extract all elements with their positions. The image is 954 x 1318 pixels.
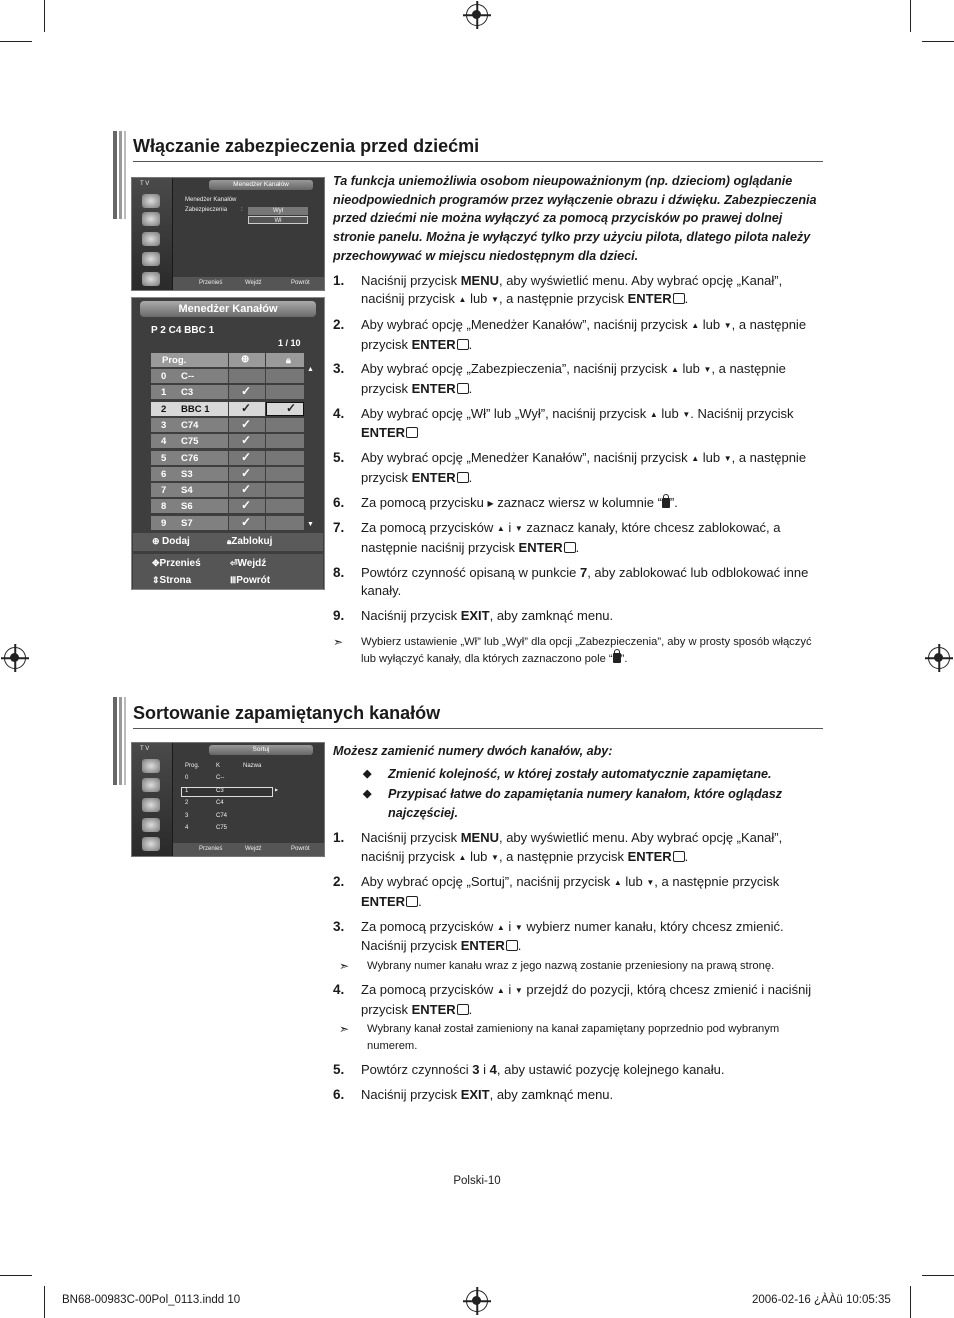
table-row[interactable]: [151, 385, 304, 399]
enter-hint: Wejdź: [245, 280, 262, 286]
sort-row-number: 0: [185, 775, 189, 781]
tv-label: T V: [140, 746, 150, 752]
key-label: ENTER: [361, 425, 406, 441]
step-item: [333, 316, 825, 354]
check-icon[interactable]: ✓: [241, 384, 252, 399]
step-text: , a następnie przycisk: [654, 874, 780, 890]
lock-button[interactable]: 🔒︎Zablokuj: [227, 536, 273, 547]
menu-sidebar: [132, 743, 172, 856]
step-number: 5.: [333, 450, 345, 466]
step-note: [333, 1021, 825, 1055]
channel-icon: [142, 798, 160, 812]
tv-sort-screen: [131, 742, 325, 857]
menu-sidebar: [132, 178, 172, 290]
table-row[interactable]: [151, 434, 304, 448]
step-item: [333, 519, 825, 557]
row-number: 5: [161, 452, 167, 464]
step-number: 4.: [333, 982, 345, 998]
tv-label: T V: [140, 181, 150, 187]
sort-row-channel: C--: [216, 775, 225, 781]
step-text: .: [517, 938, 522, 954]
enter-hint: ⏎Wejdź: [230, 558, 267, 569]
step-number: 5.: [333, 1062, 345, 1078]
table-row[interactable]: [151, 402, 304, 416]
step-text: . Naciśnij przycisk: [690, 405, 794, 421]
step-text: lub: [699, 450, 724, 466]
note-text: Wybrany numer kanału wraz z jego nazwą zostanie przeniesiony na prawą stronę.: [367, 960, 775, 973]
step-item: [333, 981, 825, 1019]
row-channel: C75: [181, 436, 199, 448]
up-arrow-icon: ▲: [496, 922, 505, 932]
sort-row-number: 4: [185, 825, 189, 831]
return-hint: Powrót: [291, 280, 310, 286]
step-number: 2.: [333, 316, 345, 332]
step-text: lub: [466, 291, 492, 307]
step-number: 9.: [333, 608, 345, 624]
crop-mark: [922, 41, 954, 42]
move-hint: Przenieś: [199, 846, 223, 852]
sort-row-number: 3: [185, 812, 189, 819]
key-label: ENTER: [411, 336, 456, 352]
section-title: Włączanie zabezpieczenia przed dziećmi: [133, 136, 480, 156]
key-label: ENTER: [627, 291, 672, 307]
step-note: [333, 958, 825, 975]
setup-icon: [142, 252, 160, 266]
down-arrow-icon: ▼: [723, 320, 732, 330]
row-channel: S6: [181, 501, 193, 513]
sort-title: Sortuj: [209, 745, 313, 755]
row-channel: C--: [181, 371, 195, 382]
picture-icon: [142, 759, 160, 773]
menu-footer: [173, 843, 324, 856]
row-channel: BBC 1: [181, 403, 210, 415]
step-text: lub: [678, 361, 704, 377]
check-icon[interactable]: ✓: [241, 416, 252, 431]
step-item: [333, 873, 825, 911]
step-text: Za pomocą przycisku: [361, 494, 488, 510]
section2-steps: [333, 829, 825, 1105]
enter-icon: [564, 542, 576, 553]
step-text: Aby wybrać opcję „Menedżer Kanałów”, naciśnij przycisk: [361, 316, 692, 332]
key-label: 7: [579, 564, 588, 580]
section1-note: ➣ Wybierz ustawienie „Wł” lub „Wył” dla opcji „Zabezpieczenia”, aby w prosty sposób włączyć lub wyłączyć kanały, dla których zaznaczono pole “ ”.: [333, 634, 812, 665]
up-arrow-icon: ▲: [613, 878, 622, 888]
step-number: 6.: [333, 1087, 345, 1103]
step-text: .: [468, 381, 473, 397]
sort-row-number: 1: [185, 787, 189, 794]
key-label: ENTER: [460, 938, 505, 954]
option-off[interactable]: Wył: [248, 207, 308, 215]
lock-check-icon[interactable]: ✓: [286, 400, 297, 415]
registration-mark-icon: [4, 647, 26, 669]
up-arrow-icon: ▲: [691, 454, 700, 464]
channel-manager-screen: [131, 297, 325, 590]
step-text: .: [575, 539, 580, 555]
key-label: MENU: [460, 272, 499, 288]
up-arrow-icon: ▲: [458, 295, 467, 305]
step-text: lub: [621, 874, 647, 890]
add-button[interactable]: ⊕ Dodaj: [152, 536, 190, 547]
table-row[interactable]: [151, 451, 304, 465]
bullet-text: Zmienić kolejność, w której zostały automatycznie zapamiętane.: [388, 766, 772, 781]
crop-mark: [910, 1286, 911, 1318]
down-arrow-icon: ▼: [646, 878, 655, 888]
diamond-icon: ◆: [363, 767, 372, 780]
sort-row[interactable]: [181, 787, 273, 797]
step-text: lub: [657, 405, 683, 421]
step-number: 3.: [333, 918, 345, 934]
row-channel: S4: [181, 485, 193, 497]
key-label: 3: [472, 1062, 480, 1078]
sort-row[interactable]: [181, 799, 273, 809]
down-arrow-icon: ▼: [723, 454, 732, 464]
step-number: 1.: [333, 272, 345, 288]
step-number: 2.: [333, 874, 345, 890]
crop-mark: [44, 1286, 45, 1318]
channel-icon: [142, 232, 160, 246]
menu-item[interactable]: Menedżer Kanałów: [185, 197, 237, 203]
table-row[interactable]: [151, 483, 304, 497]
row-number: 3: [161, 419, 167, 431]
option-on[interactable]: Wł: [248, 216, 308, 224]
enter-icon: [457, 339, 469, 350]
column-prog: Prog.: [162, 355, 187, 366]
check-icon[interactable]: ✓: [241, 465, 252, 480]
section-title: Sortowanie zapamiętanych kanałów: [133, 703, 441, 723]
step-text: Naciśnij przycisk: [361, 1087, 461, 1103]
date-slug: 2006-02-16 ¿ÀÀü 10:05:35: [752, 1294, 891, 1306]
registration-mark-icon: [466, 1290, 488, 1312]
scroll-up-icon[interactable]: ▲: [307, 366, 314, 373]
note-arrow-icon: ➣: [339, 959, 350, 974]
step-item: [333, 272, 825, 310]
sound-icon: [142, 778, 160, 792]
step-text: , aby zablokować lub odblokować inne kanały.: [361, 564, 809, 599]
section2-intro: Możesz zamienić numery dwóch kanałów, aby:: [333, 744, 613, 758]
down-arrow-icon: ▼: [491, 295, 499, 305]
up-arrow-icon: ▲: [458, 852, 467, 862]
menu-title: Menedżer Kanałów: [209, 180, 313, 190]
down-arrow-icon: ▼: [491, 852, 499, 862]
section-marker: [113, 697, 126, 785]
menu-colon: :: [241, 207, 243, 213]
diamond-icon: ◆: [363, 788, 372, 801]
step-text: , aby ustawić pozycję kolejnego kanału.: [496, 1062, 725, 1078]
right-arrow-icon: ▶: [487, 498, 494, 508]
sort-row-channel: C75: [216, 825, 228, 831]
step-text: , a następnie przycisk: [361, 361, 786, 397]
enter-icon: [457, 383, 469, 394]
step-number: 6.: [333, 494, 345, 510]
step-text: i: [479, 1062, 490, 1078]
step-text: , a następnie przycisk: [498, 848, 628, 864]
step-text: Naciśnij przycisk: [361, 608, 461, 624]
bullet-item: [333, 765, 825, 784]
crop-mark: [922, 1275, 954, 1276]
row-channel: C3: [181, 387, 194, 399]
key-label: ENTER: [627, 848, 672, 864]
step-number: 1.: [333, 829, 345, 845]
section1-text: [333, 172, 825, 668]
return-hint: Powrót: [291, 846, 310, 852]
table-row[interactable]: [151, 499, 304, 513]
row-number: 2: [161, 403, 167, 415]
check-icon[interactable]: ✓: [241, 498, 252, 513]
check-icon[interactable]: ✓: [241, 400, 252, 415]
section2-text: [333, 742, 825, 1105]
step-text: Za pomocą przycisków: [361, 982, 497, 998]
menu-panel: [173, 178, 324, 290]
enter-icon: [406, 896, 418, 907]
step-text: Naciśnij przycisk: [361, 272, 461, 288]
step-number: 8.: [333, 564, 345, 580]
enter-hint: Wejdź: [245, 846, 262, 852]
up-arrow-icon: ▲: [670, 365, 679, 375]
step-text: lub: [466, 848, 492, 864]
section-marker: [113, 131, 126, 219]
step-item: [333, 360, 825, 398]
enter-icon: [457, 1004, 469, 1015]
step-text: Za pomocą przycisków: [361, 918, 497, 934]
step-text: , aby zamknąć menu.: [489, 608, 614, 624]
row-number: 1: [161, 387, 167, 399]
step-item: [333, 607, 825, 626]
lock-column-icon: 🔒︎: [286, 355, 291, 365]
setup-icon: [142, 818, 160, 832]
step-number: 4.: [333, 405, 345, 421]
note-arrow-icon: ➣: [339, 1022, 350, 1037]
row-channel: C74: [181, 419, 199, 431]
row-number: 6: [161, 468, 167, 480]
step-number: 3.: [333, 361, 345, 377]
section2-bullets: [333, 765, 825, 823]
bullet-text: Przypisać łatwe do zapamiętania numery kanałom, które oglądasz najczęściej.: [388, 787, 783, 821]
lock-icon: [613, 653, 621, 663]
step-text: ”.: [669, 494, 678, 510]
sort-row-number: 2: [185, 800, 189, 806]
step-text: , a następnie przycisk: [361, 450, 807, 485]
key-label: ENTER: [411, 1001, 456, 1017]
step-text: lub: [699, 316, 724, 332]
step-text: Aby wybrać opcję „Sortuj”, naciśnij przycisk: [361, 874, 614, 890]
step-text: Powtórz czynność opisaną w punkcie: [361, 564, 580, 580]
return-hint: ⅢPowrót: [230, 575, 271, 586]
down-arrow-icon: ▼: [514, 524, 523, 534]
manager-title: Menedżer Kanałów: [140, 301, 316, 317]
step-text: wybierz numer kanału, który chcesz zmienić. Naciśnij przycisk: [361, 918, 784, 954]
step-item: [333, 1086, 825, 1105]
bullet-item: [333, 785, 825, 822]
sort-row[interactable]: [181, 774, 273, 784]
up-arrow-icon: ▲: [496, 986, 505, 996]
step-text: Za pomocą przycisków: [361, 520, 497, 536]
note-text: Wybrany kanał został zamieniony na kanał zapamiętany poprzednio pod wybranym numerem.: [367, 1023, 780, 1053]
sort-row-channel: C3: [216, 787, 224, 794]
enter-icon: [457, 472, 469, 483]
down-arrow-icon: ▼: [514, 922, 523, 932]
row-number: 9: [161, 517, 167, 529]
step-item: [333, 494, 825, 514]
step-text: Aby wybrać opcję „Zabezpieczenia”, naciśnij przycisk: [361, 361, 671, 377]
step-item: [333, 829, 825, 867]
step-text: .: [684, 291, 689, 307]
step-text: i: [504, 982, 515, 998]
row-channel: S7: [181, 517, 193, 529]
key-label: ENTER: [361, 893, 406, 909]
step-text: zaznacz wiersz w kolumnie “: [493, 494, 662, 510]
crop-mark: [0, 1275, 32, 1276]
step-text: i: [504, 520, 515, 536]
step-item: [333, 1061, 825, 1080]
key-label: 4: [489, 1062, 497, 1078]
down-arrow-icon: ▼: [682, 409, 691, 419]
step-text: .: [468, 1001, 473, 1017]
page-number: Polski-10: [453, 1175, 501, 1187]
check-icon[interactable]: ✓: [241, 514, 252, 529]
crop-mark: [910, 0, 911, 32]
enter-icon: [406, 427, 418, 438]
table-row[interactable]: [151, 516, 304, 530]
up-arrow-icon: ▲: [496, 524, 505, 534]
scroll-down-icon[interactable]: ▼: [307, 521, 314, 528]
step-text: , aby zamknąć menu.: [489, 1087, 614, 1103]
sort-row-channel: C4: [216, 800, 224, 806]
check-icon[interactable]: ✓: [241, 449, 252, 464]
column-name: Nazwa: [243, 763, 262, 769]
step-text: Powtórz czynności: [361, 1062, 473, 1078]
column-k: K: [216, 763, 221, 769]
manager-page-counter: 1 / 10: [278, 338, 301, 348]
step-text: , a następnie przycisk: [361, 316, 807, 352]
step-text: zaznacz kanały, które chcesz zablokować, a następnie naciśnij przycisk: [361, 520, 781, 555]
picture-icon: [142, 194, 160, 208]
down-arrow-icon: ▼: [514, 986, 523, 996]
step-number: 7.: [333, 520, 345, 536]
step-text: , aby wyświetlić menu. Aby wybrać opcję „Kanał”, naciśnij przycisk: [361, 829, 783, 864]
section-rule: [133, 728, 823, 729]
row-channel: C76: [181, 452, 199, 464]
step-text: , aby wyświetlić menu. Aby wybrać opcję „Kanał”, naciśnij przycisk: [361, 272, 783, 307]
menu-item[interactable]: Zabezpieczenia: [185, 207, 228, 213]
check-icon[interactable]: ✓: [241, 482, 252, 497]
section-rule: [133, 161, 823, 162]
table-row[interactable]: [151, 369, 304, 383]
table-row[interactable]: [151, 418, 304, 432]
lock-icon: [662, 498, 670, 508]
key-label: EXIT: [460, 608, 490, 624]
file-slug: BN68-00983C-00Pol_0113.indd 10: [62, 1294, 241, 1306]
gear-icon: [142, 837, 160, 851]
sound-icon: [142, 212, 160, 226]
row-number: 8: [161, 501, 167, 513]
step-item: [333, 564, 825, 601]
row-channel: S3: [181, 468, 193, 480]
note-arrow-icon: ➣: [333, 634, 344, 649]
step-text: .: [468, 336, 473, 352]
enter-icon: [673, 293, 685, 304]
crop-mark: [0, 41, 32, 42]
column-prog: Prog.: [185, 763, 200, 769]
row-number: 7: [161, 485, 167, 497]
registration-mark-icon: [466, 4, 488, 26]
crop-mark: [44, 0, 45, 32]
sort-row-channel: C74: [216, 812, 228, 819]
check-icon[interactable]: ✓: [241, 433, 252, 448]
section1-intro: Ta funkcja uniemożliwia osobom nieupoważnionym (np. dzieciom) oglądanie nieodpowiednich programów przez wyłączenie obrazu i dźwięku. Zabezpieczenia przed dziećmi nie można wyłączyć za pomocą przycisków po prawej dolnej stronie panelu. Można je wyłączyć tylko przy użyciu pilota, dlatego pilota należy przechowywać w miejscu niedostępnym dla dzieci.: [333, 174, 817, 263]
down-arrow-icon: ▼: [703, 365, 712, 375]
step-item: [333, 918, 825, 956]
step-text: przejdź do pozycji, którą chcesz zmienić i naciśnij przycisk: [361, 982, 812, 1017]
key-label: ENTER: [518, 539, 563, 555]
section1-steps: [333, 272, 825, 626]
step-item: [333, 405, 825, 443]
menu-footer: [173, 277, 324, 290]
enter-icon: [673, 851, 685, 862]
step-text: Aby wybrać opcję „Menedżer Kanałów”, naciśnij przycisk: [361, 450, 692, 466]
move-right-icon: ▶: [275, 787, 279, 792]
page-hint: ⇕Strona: [152, 575, 192, 586]
registration-mark-icon: [928, 647, 950, 669]
row-number: 4: [161, 436, 167, 448]
step-text: .: [468, 469, 473, 485]
step-text: Aby wybrać opcję „Wł” lub „Wył”, naciśnij przycisk: [361, 405, 650, 421]
step-text: i: [504, 918, 515, 934]
manager-current-channel: P 2 C4 BBC 1: [151, 325, 215, 336]
step-item: [333, 449, 825, 487]
step-text: Naciśnij przycisk: [361, 829, 461, 845]
up-arrow-icon: ▲: [649, 409, 658, 419]
tv-menu-screen: [131, 177, 325, 291]
move-hint: Przenieś: [199, 280, 223, 286]
gear-icon: [142, 272, 160, 286]
key-label: ENTER: [411, 469, 456, 485]
step-text: , a następnie przycisk: [498, 291, 628, 307]
sort-panel: [173, 743, 324, 856]
table-row[interactable]: [151, 467, 304, 481]
step-text: .: [684, 848, 689, 864]
step-text: .: [418, 893, 422, 909]
key-label: ENTER: [411, 381, 456, 397]
key-label: EXIT: [460, 1087, 490, 1103]
key-label: MENU: [460, 829, 499, 845]
move-hint: ✥Przenieś: [152, 558, 201, 569]
add-column-icon: ⊕: [241, 354, 250, 365]
manager-header-row: [151, 353, 304, 367]
enter-icon: [506, 940, 518, 951]
up-arrow-icon: ▲: [691, 320, 700, 330]
row-number: 0: [161, 371, 167, 382]
